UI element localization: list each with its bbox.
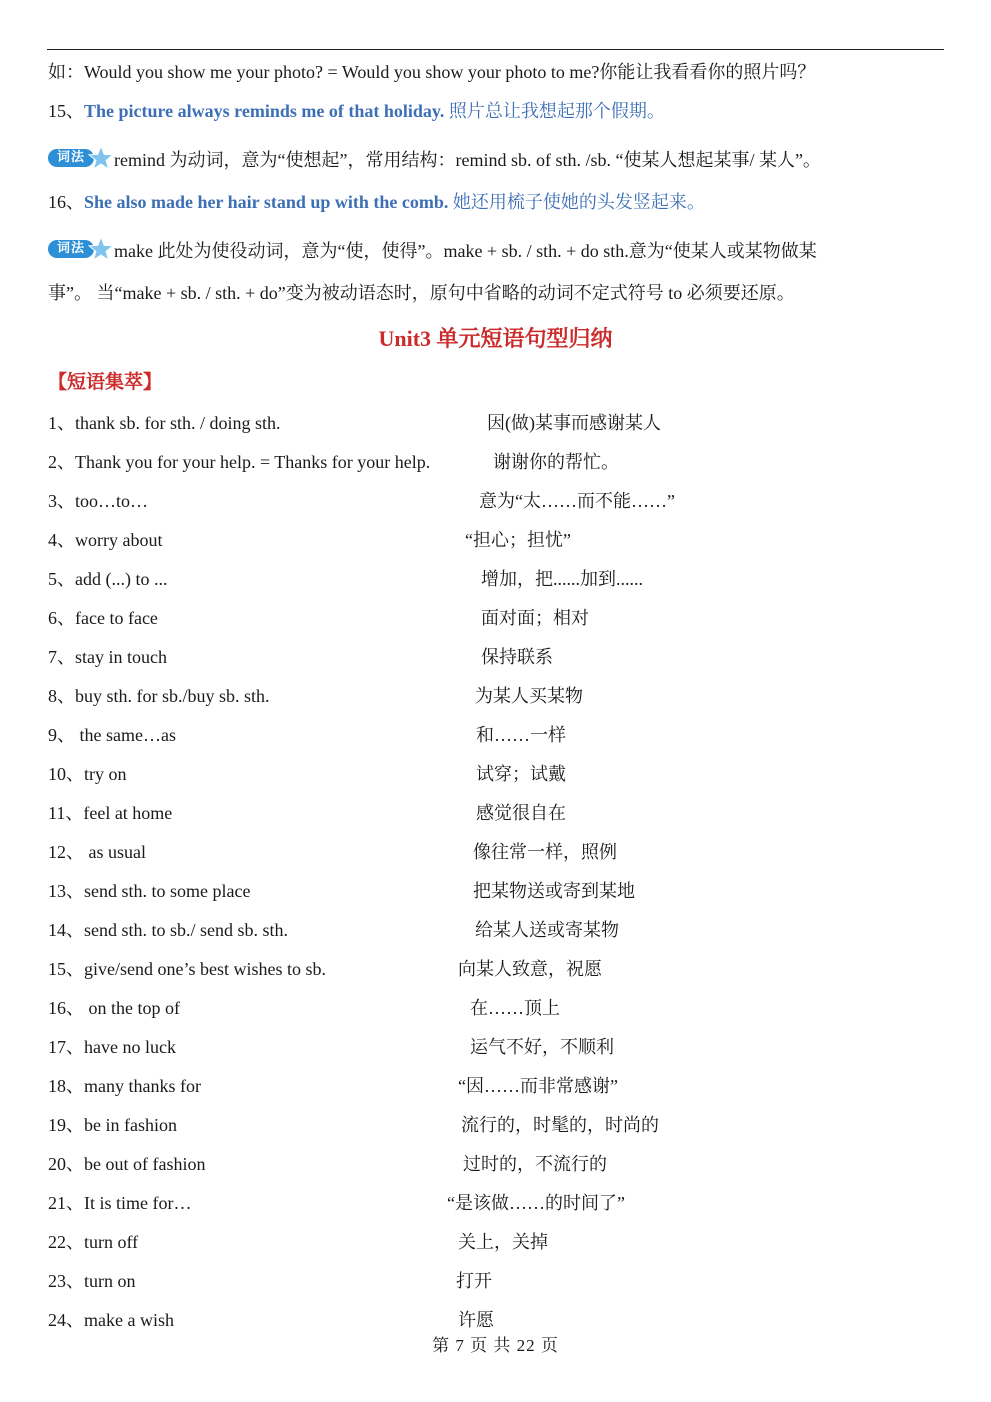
phrase-row: [48, 644, 553, 670]
phrase-english: turn on: [84, 1271, 136, 1291]
phrase-number: 10、: [48, 764, 84, 784]
sentence-16-english: She also made her hair stand up with the comb.: [84, 192, 449, 212]
phrase-english: on the top of: [84, 998, 180, 1018]
phrase-row: [48, 839, 617, 865]
phrase-number: 22、: [48, 1232, 84, 1252]
phrase-row: [48, 1307, 494, 1333]
phrase-english: face to face: [75, 608, 158, 628]
phrase-english: many thanks for: [84, 1076, 201, 1096]
phrase-row: [48, 1034, 614, 1060]
phrase-row: [48, 956, 602, 982]
phrase-row: [48, 1229, 548, 1255]
phrase-chinese: “因……而非常感谢”: [458, 1076, 618, 1096]
phrase-chinese: 运气不好，不顺利: [470, 1037, 614, 1057]
phrase-number: 12、: [48, 842, 84, 862]
phrase-chinese: 像往常一样，照例: [473, 842, 617, 862]
phrase-number: 21、: [48, 1193, 84, 1213]
phrase-row: [48, 449, 619, 475]
example-sentence: 如：Would you show me your photo? = Would you show your photo to me?你能让我看看你的照片吗？: [48, 62, 816, 82]
section-title: 【短语集萃】: [48, 372, 163, 393]
phrase-number: 3、: [48, 491, 75, 511]
sentence-16-number: 16、: [48, 192, 84, 212]
phrase-row: [48, 761, 566, 787]
phrase-chinese: 意为“太……而不能……”: [479, 491, 675, 511]
phrase-english: thank sb. for sth. / doing sth.: [75, 413, 281, 433]
phrase-chinese: 给某人送或寄某物: [475, 920, 619, 940]
phrase-chinese: 面对面；相对: [481, 608, 589, 628]
phrase-number: 18、: [48, 1076, 84, 1096]
phrase-chinese: 把某物送或寄到某地: [473, 881, 635, 901]
phrase-number: 16、: [48, 998, 84, 1018]
phrase-number: 4、: [48, 530, 75, 550]
star-icon: [88, 236, 114, 262]
phrase-number: 6、: [48, 608, 75, 628]
phrase-number: 9、: [48, 725, 75, 745]
phrase-english: send sth. to some place: [84, 881, 251, 901]
phrase-english: have no luck: [84, 1037, 176, 1057]
phrase-chinese: 向某人致意，祝愿: [458, 959, 602, 979]
cifa-badge: [48, 147, 112, 169]
cifa-badge: [48, 238, 112, 260]
phrase-number: 7、: [48, 647, 75, 667]
sentence-16: [48, 189, 705, 215]
phrase-chinese: 因(做)某事而感谢某人: [487, 413, 661, 433]
phrase-number: 17、: [48, 1037, 84, 1057]
sentence-15-english: The picture always reminds me of that holiday.: [84, 101, 445, 121]
phrase-number: 11、: [48, 803, 84, 823]
sentence-15: [48, 98, 665, 124]
phrase-row: [48, 722, 566, 748]
phrase-english: worry about: [75, 530, 163, 550]
note-16-text-1: make 此处为使役动词，意为“使，使得”。make + sb. / sth. + do sth.意为“使某人或某物做某: [114, 241, 817, 261]
phrase-row: [48, 1073, 618, 1099]
cifa-badge-label: 词法: [48, 240, 94, 258]
phrase-row: [48, 683, 583, 709]
phrase-row: [48, 917, 619, 943]
phrase-chinese: 增加，把......加到......: [481, 569, 643, 589]
phrase-english: feel at home: [83, 803, 173, 823]
phrase-english: Thank you for your help. = Thanks for your help.: [75, 452, 431, 472]
phrase-english: try on: [84, 764, 127, 784]
phrase-english: be out of fashion: [84, 1154, 206, 1174]
phrase-row: [48, 488, 675, 514]
phrase-chinese: 打开: [456, 1271, 492, 1291]
phrase-english: give/send one’s best wishes to sb.: [84, 959, 326, 979]
phrase-row: [48, 878, 635, 904]
page-footer: 第 7 页 共 22 页: [432, 1336, 559, 1355]
phrase-english: It is time for…: [84, 1193, 192, 1213]
sentence-15-number: 15、: [48, 101, 84, 121]
phrase-row: [48, 1151, 607, 1177]
phrase-chinese: 和……一样: [476, 725, 566, 745]
sentence-15-chinese: 照片总让我想起那个假期。: [448, 101, 665, 121]
phrase-english: too…to…: [75, 491, 149, 511]
phrase-chinese: 许愿: [458, 1310, 494, 1330]
unit-title: Unit3 单元短语句型归纳: [378, 326, 613, 351]
phrase-number: 14、: [48, 920, 84, 940]
phrase-row: [48, 566, 643, 592]
phrase-number: 13、: [48, 881, 84, 901]
phrase-english: send sth. to sb./ send sb. sth.: [84, 920, 289, 940]
phrase-english: buy sth. for sb./buy sb. sth.: [75, 686, 270, 706]
phrase-chinese: 感觉很自在: [476, 803, 566, 823]
note-15-text: remind 为动词，意为“使想起”，常用结构：remind sb. of sth. /sb. “使某人想起某事/ 某人”。: [114, 150, 821, 170]
phrase-number: 15、: [48, 959, 84, 979]
phrase-english: make a wish: [84, 1310, 174, 1330]
phrase-chinese: 保持联系: [481, 647, 553, 667]
phrase-english: stay in touch: [75, 647, 167, 667]
phrase-row: [48, 995, 560, 1021]
phrase-number: 1、: [48, 413, 75, 433]
note-16-line2: 事”。 当“make + sb. / sth. + do”变为被动语态时，原句中省略的动词不定式符号 to 必须要还原。: [48, 283, 795, 303]
top-rule: [47, 49, 944, 50]
note-16-line1: [48, 238, 817, 264]
note-15: [48, 147, 821, 173]
phrase-english: turn off: [84, 1232, 139, 1252]
phrase-chinese: 过时的，不流行的: [463, 1154, 607, 1174]
phrase-english: the same…as: [75, 725, 176, 745]
phrase-number: 20、: [48, 1154, 84, 1174]
phrase-row: [48, 410, 661, 436]
phrase-english: be in fashion: [84, 1115, 177, 1135]
star-icon: [88, 145, 114, 171]
phrase-row: [48, 1268, 492, 1294]
phrase-chinese: 流行的，时髦的，时尚的: [461, 1115, 659, 1135]
phrase-row: [48, 800, 566, 826]
phrase-number: 24、: [48, 1310, 84, 1330]
phrase-chinese: “担心；担忧”: [465, 530, 571, 550]
phrase-number: 23、: [48, 1271, 84, 1291]
phrase-chinese: “是该做……的时间了”: [447, 1193, 625, 1213]
phrase-number: 5、: [48, 569, 75, 589]
phrase-number: 8、: [48, 686, 75, 706]
phrase-chinese: 为某人买某物: [475, 686, 583, 706]
phrase-row: [48, 1190, 625, 1216]
sentence-16-chinese: 她还用梳子使她的头发竖起来。: [452, 192, 705, 212]
phrase-chinese: 谢谢你的帮忙。: [493, 452, 619, 472]
phrase-chinese: 在……顶上: [470, 998, 560, 1018]
phrase-number: 19、: [48, 1115, 84, 1135]
phrase-english: add (...) to ...: [75, 569, 168, 589]
phrase-english: as usual: [84, 842, 146, 862]
phrase-number: 2、: [48, 452, 75, 472]
phrase-chinese: 试穿；试戴: [476, 764, 566, 784]
phrase-row: [48, 605, 589, 631]
phrase-chinese: 关上，关掉: [458, 1232, 548, 1252]
cifa-badge-label: 词法: [48, 149, 94, 167]
phrase-row: [48, 527, 571, 553]
phrase-row: [48, 1112, 659, 1138]
